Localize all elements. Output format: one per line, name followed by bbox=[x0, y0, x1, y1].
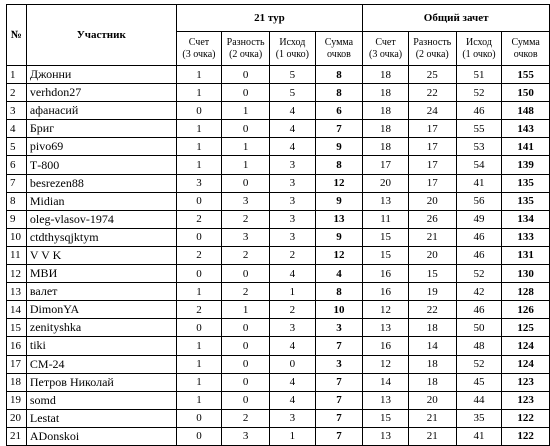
total-outcome-cell: 44 bbox=[456, 391, 502, 409]
total-diff-cell: 18 bbox=[408, 319, 456, 337]
participant-name-cell: Midian bbox=[26, 192, 176, 210]
round-score-cell: 0 bbox=[176, 427, 222, 445]
round-sum-cell: 7 bbox=[315, 373, 363, 391]
round-outcome-cell: 4 bbox=[270, 138, 316, 156]
table-row bbox=[7, 409, 550, 427]
rank-cell: 17 bbox=[7, 355, 27, 373]
round-diff-cell: 2 bbox=[222, 210, 270, 228]
total-outcome-cell: 54 bbox=[456, 156, 502, 174]
total-outcome-cell: 42 bbox=[456, 283, 502, 301]
total-score-cell: 16 bbox=[363, 337, 409, 355]
round-outcome-cell: 4 bbox=[270, 391, 316, 409]
participant-name-cell: Петров Николай bbox=[26, 373, 176, 391]
round-sum-cell: 9 bbox=[315, 228, 363, 246]
round-score-cell: 1 bbox=[176, 156, 222, 174]
round-sum-cell: 12 bbox=[315, 246, 363, 264]
round-diff-cell: 1 bbox=[222, 138, 270, 156]
round-sum-cell: 3 bbox=[315, 319, 363, 337]
total-diff-cell: 17 bbox=[408, 120, 456, 138]
total-score-cell: 18 bbox=[363, 138, 409, 156]
rank-cell: 7 bbox=[7, 174, 27, 192]
round-outcome-cell: 3 bbox=[270, 409, 316, 427]
participant-name-cell: СМ-24 bbox=[26, 355, 176, 373]
total-diff-cell: 24 bbox=[408, 102, 456, 120]
total-sum-cell: 130 bbox=[502, 265, 550, 283]
total-diff-cell: 14 bbox=[408, 337, 456, 355]
round-diff-cell: 0 bbox=[222, 355, 270, 373]
total-score-cell: 15 bbox=[363, 409, 409, 427]
header-round: 21 тур bbox=[176, 5, 363, 32]
total-outcome-cell: 52 bbox=[456, 355, 502, 373]
table-row bbox=[7, 174, 550, 192]
participant-name-cell: somd bbox=[26, 391, 176, 409]
total-diff-cell: 21 bbox=[408, 427, 456, 445]
total-outcome-cell: 49 bbox=[456, 210, 502, 228]
round-score-cell: 0 bbox=[176, 102, 222, 120]
rank-cell: 11 bbox=[7, 246, 27, 264]
round-score-cell: 0 bbox=[176, 228, 222, 246]
round-score-cell: 1 bbox=[176, 138, 222, 156]
round-sum-cell: 12 bbox=[315, 174, 363, 192]
header-participant: Участник bbox=[26, 5, 176, 66]
round-score-cell: 1 bbox=[176, 373, 222, 391]
round-outcome-cell: 3 bbox=[270, 228, 316, 246]
total-score-cell: 17 bbox=[363, 156, 409, 174]
round-sum-cell: 7 bbox=[315, 120, 363, 138]
total-sum-cell: 139 bbox=[502, 156, 550, 174]
round-score-cell: 0 bbox=[176, 265, 222, 283]
round-outcome-cell: 3 bbox=[270, 156, 316, 174]
total-score-cell: 15 bbox=[363, 246, 409, 264]
subheader-round-score bbox=[176, 32, 222, 66]
participant-name-cell: pivo69 bbox=[26, 138, 176, 156]
participant-name-cell: V V K bbox=[26, 246, 176, 264]
round-outcome-cell: 5 bbox=[270, 84, 316, 102]
table-row bbox=[7, 120, 550, 138]
rank-cell: 9 bbox=[7, 210, 27, 228]
total-outcome-cell: 55 bbox=[456, 120, 502, 138]
round-diff-cell: 0 bbox=[222, 66, 270, 84]
total-score-cell: 18 bbox=[363, 102, 409, 120]
total-sum-cell: 135 bbox=[502, 174, 550, 192]
total-sum-cell: 143 bbox=[502, 120, 550, 138]
rank-cell: 13 bbox=[7, 283, 27, 301]
subheader-overall-score bbox=[363, 32, 409, 66]
total-diff-cell: 21 bbox=[408, 228, 456, 246]
subheader-line2: (1 очко) bbox=[275, 48, 309, 60]
participant-name-cell: ctdthysqjktym bbox=[26, 228, 176, 246]
total-diff-cell: 20 bbox=[408, 391, 456, 409]
round-sum-cell: 7 bbox=[315, 337, 363, 355]
total-sum-cell: 124 bbox=[502, 337, 550, 355]
total-sum-cell: 131 bbox=[502, 246, 550, 264]
round-sum-cell: 8 bbox=[315, 84, 363, 102]
table-row bbox=[7, 192, 550, 210]
table-row bbox=[7, 265, 550, 283]
round-score-cell: 0 bbox=[176, 319, 222, 337]
subheader-line2: очков bbox=[327, 48, 351, 60]
rank-cell: 1 bbox=[7, 66, 27, 84]
total-diff-cell: 22 bbox=[408, 301, 456, 319]
participant-name-cell: Lestat bbox=[26, 409, 176, 427]
total-diff-cell: 18 bbox=[408, 373, 456, 391]
total-outcome-cell: 53 bbox=[456, 138, 502, 156]
total-outcome-cell: 48 bbox=[456, 337, 502, 355]
subheader-line1: Разность bbox=[413, 36, 452, 48]
total-score-cell: 20 bbox=[363, 174, 409, 192]
table-row bbox=[7, 337, 550, 355]
round-outcome-cell: 4 bbox=[270, 102, 316, 120]
table-row bbox=[7, 102, 550, 120]
round-diff-cell: 0 bbox=[222, 265, 270, 283]
header-number: № bbox=[7, 5, 27, 66]
round-diff-cell: 1 bbox=[222, 156, 270, 174]
subheader-line1: Исход bbox=[279, 36, 306, 48]
total-sum-cell: 155 bbox=[502, 66, 550, 84]
total-sum-cell: 135 bbox=[502, 192, 550, 210]
total-outcome-cell: 50 bbox=[456, 319, 502, 337]
round-sum-cell: 9 bbox=[315, 192, 363, 210]
round-outcome-cell: 4 bbox=[270, 265, 316, 283]
participant-name-cell: МВИ bbox=[26, 265, 176, 283]
rank-cell: 3 bbox=[7, 102, 27, 120]
table-row bbox=[7, 84, 550, 102]
total-diff-cell: 17 bbox=[408, 174, 456, 192]
round-sum-cell: 8 bbox=[315, 156, 363, 174]
total-diff-cell: 20 bbox=[408, 192, 456, 210]
round-score-cell: 1 bbox=[176, 391, 222, 409]
table-row bbox=[7, 156, 550, 174]
round-outcome-cell: 4 bbox=[270, 120, 316, 138]
total-diff-cell: 25 bbox=[408, 66, 456, 84]
rank-cell: 14 bbox=[7, 301, 27, 319]
round-diff-cell: 0 bbox=[222, 319, 270, 337]
total-score-cell: 13 bbox=[363, 192, 409, 210]
total-sum-cell: 128 bbox=[502, 283, 550, 301]
total-sum-cell: 123 bbox=[502, 391, 550, 409]
total-sum-cell: 125 bbox=[502, 319, 550, 337]
total-score-cell: 16 bbox=[363, 265, 409, 283]
round-diff-cell: 1 bbox=[222, 102, 270, 120]
round-sum-cell: 8 bbox=[315, 66, 363, 84]
subheader-overall-sum bbox=[502, 32, 550, 66]
round-diff-cell: 0 bbox=[222, 84, 270, 102]
round-score-cell: 1 bbox=[176, 355, 222, 373]
total-sum-cell: 141 bbox=[502, 138, 550, 156]
subheader-line2: (1 очко) bbox=[462, 48, 496, 60]
total-sum-cell: 150 bbox=[502, 84, 550, 102]
rank-cell: 18 bbox=[7, 373, 27, 391]
participant-name-cell: Джонни bbox=[26, 66, 176, 84]
rank-cell: 2 bbox=[7, 84, 27, 102]
rank-cell: 15 bbox=[7, 319, 27, 337]
rank-cell: 8 bbox=[7, 192, 27, 210]
round-outcome-cell: 1 bbox=[270, 427, 316, 445]
rank-cell: 21 bbox=[7, 427, 27, 445]
total-outcome-cell: 46 bbox=[456, 228, 502, 246]
total-outcome-cell: 41 bbox=[456, 174, 502, 192]
table-row bbox=[7, 319, 550, 337]
round-score-cell: 1 bbox=[176, 66, 222, 84]
subheader-line1: Сумма bbox=[324, 36, 354, 48]
round-diff-cell: 0 bbox=[222, 391, 270, 409]
total-sum-cell: 123 bbox=[502, 373, 550, 391]
header-overall: Общий зачет bbox=[363, 5, 550, 32]
round-sum-cell: 7 bbox=[315, 427, 363, 445]
round-outcome-cell: 2 bbox=[270, 246, 316, 264]
subheader-line1: Счет bbox=[375, 36, 396, 48]
rank-cell: 6 bbox=[7, 156, 27, 174]
round-outcome-cell: 5 bbox=[270, 66, 316, 84]
rank-cell: 19 bbox=[7, 391, 27, 409]
participant-name-cell: DimonYA bbox=[26, 301, 176, 319]
table-row bbox=[7, 246, 550, 264]
participant-name-cell: Т-800 bbox=[26, 156, 176, 174]
total-score-cell: 13 bbox=[363, 427, 409, 445]
round-sum-cell: 7 bbox=[315, 391, 363, 409]
subheader-line2: очков bbox=[513, 48, 538, 60]
table-row bbox=[7, 228, 550, 246]
round-diff-cell: 3 bbox=[222, 228, 270, 246]
round-score-cell: 0 bbox=[176, 409, 222, 427]
total-score-cell: 14 bbox=[363, 373, 409, 391]
round-diff-cell: 3 bbox=[222, 192, 270, 210]
participant-name-cell: tiki bbox=[26, 337, 176, 355]
round-outcome-cell: 3 bbox=[270, 174, 316, 192]
round-outcome-cell: 2 bbox=[270, 301, 316, 319]
rank-cell: 5 bbox=[7, 138, 27, 156]
round-sum-cell: 8 bbox=[315, 283, 363, 301]
round-diff-cell: 0 bbox=[222, 120, 270, 138]
round-sum-cell: 4 bbox=[315, 265, 363, 283]
round-outcome-cell: 0 bbox=[270, 355, 316, 373]
round-diff-cell: 2 bbox=[222, 246, 270, 264]
subheader-line1: Исход bbox=[465, 36, 492, 48]
total-score-cell: 12 bbox=[363, 355, 409, 373]
round-sum-cell: 10 bbox=[315, 301, 363, 319]
round-sum-cell: 7 bbox=[315, 409, 363, 427]
total-diff-cell: 17 bbox=[408, 138, 456, 156]
round-outcome-cell: 1 bbox=[270, 283, 316, 301]
subheader-round-sum bbox=[315, 32, 363, 66]
total-outcome-cell: 46 bbox=[456, 102, 502, 120]
rank-cell: 4 bbox=[7, 120, 27, 138]
round-diff-cell: 2 bbox=[222, 283, 270, 301]
participant-name-cell: oleg-vlasov-1974 bbox=[26, 210, 176, 228]
participant-name-cell: валет bbox=[26, 283, 176, 301]
round-outcome-cell: 3 bbox=[270, 210, 316, 228]
round-diff-cell: 0 bbox=[222, 373, 270, 391]
round-outcome-cell: 3 bbox=[270, 319, 316, 337]
total-sum-cell: 126 bbox=[502, 301, 550, 319]
table-row bbox=[7, 373, 550, 391]
total-sum-cell: 124 bbox=[502, 355, 550, 373]
subheader-line1: Счет bbox=[188, 36, 210, 48]
round-outcome-cell: 3 bbox=[270, 192, 316, 210]
standings-table-container bbox=[6, 4, 550, 446]
round-score-cell: 1 bbox=[176, 337, 222, 355]
table-row bbox=[7, 210, 550, 228]
round-diff-cell: 0 bbox=[222, 174, 270, 192]
round-diff-cell: 3 bbox=[222, 427, 270, 445]
table-row bbox=[7, 391, 550, 409]
total-sum-cell: 148 bbox=[502, 102, 550, 120]
round-sum-cell: 13 bbox=[315, 210, 363, 228]
participant-name-cell: Бриг bbox=[26, 120, 176, 138]
round-score-cell: 2 bbox=[176, 246, 222, 264]
subheader-overall-outcome bbox=[456, 32, 502, 66]
total-score-cell: 18 bbox=[363, 120, 409, 138]
table-row bbox=[7, 427, 550, 445]
table-row bbox=[7, 283, 550, 301]
subheader-overall-diff bbox=[408, 32, 456, 66]
total-diff-cell: 18 bbox=[408, 355, 456, 373]
total-score-cell: 13 bbox=[363, 319, 409, 337]
rank-cell: 16 bbox=[7, 337, 27, 355]
table-row bbox=[7, 138, 550, 156]
rank-cell: 10 bbox=[7, 228, 27, 246]
total-outcome-cell: 52 bbox=[456, 265, 502, 283]
total-score-cell: 12 bbox=[363, 301, 409, 319]
total-outcome-cell: 56 bbox=[456, 192, 502, 210]
table-row bbox=[7, 301, 550, 319]
participant-name-cell: besrezen88 bbox=[26, 174, 176, 192]
subheader-line2: (2 очка) bbox=[229, 48, 263, 60]
round-score-cell: 2 bbox=[176, 210, 222, 228]
round-score-cell: 1 bbox=[176, 84, 222, 102]
round-diff-cell: 0 bbox=[222, 337, 270, 355]
participant-name-cell: zenityshka bbox=[26, 319, 176, 337]
subheader-line2: (3 очка) bbox=[182, 48, 216, 60]
total-outcome-cell: 35 bbox=[456, 409, 502, 427]
table-row bbox=[7, 355, 550, 373]
total-score-cell: 16 bbox=[363, 283, 409, 301]
participant-name-cell: афанасий bbox=[26, 102, 176, 120]
total-diff-cell: 26 bbox=[408, 210, 456, 228]
subheader-line1: Разность bbox=[226, 36, 265, 48]
total-outcome-cell: 46 bbox=[456, 246, 502, 264]
round-outcome-cell: 4 bbox=[270, 337, 316, 355]
total-score-cell: 18 bbox=[363, 84, 409, 102]
total-outcome-cell: 46 bbox=[456, 301, 502, 319]
total-diff-cell: 22 bbox=[408, 84, 456, 102]
round-score-cell: 1 bbox=[176, 120, 222, 138]
subheader-round-outcome bbox=[270, 32, 316, 66]
total-score-cell: 11 bbox=[363, 210, 409, 228]
table-row bbox=[7, 66, 550, 84]
subheader-line1: Сумма bbox=[511, 36, 540, 48]
total-outcome-cell: 41 bbox=[456, 427, 502, 445]
total-sum-cell: 134 bbox=[502, 210, 550, 228]
round-score-cell: 0 bbox=[176, 192, 222, 210]
rank-cell: 20 bbox=[7, 409, 27, 427]
standings-table bbox=[6, 4, 550, 446]
total-outcome-cell: 51 bbox=[456, 66, 502, 84]
round-sum-cell: 3 bbox=[315, 355, 363, 373]
total-diff-cell: 20 bbox=[408, 246, 456, 264]
total-score-cell: 18 bbox=[363, 66, 409, 84]
rank-cell: 12 bbox=[7, 265, 27, 283]
total-diff-cell: 17 bbox=[408, 156, 456, 174]
participant-name-cell: verhdon27 bbox=[26, 84, 176, 102]
total-outcome-cell: 52 bbox=[456, 84, 502, 102]
round-score-cell: 3 bbox=[176, 174, 222, 192]
subheader-line2: (2 очка) bbox=[415, 48, 449, 60]
round-outcome-cell: 4 bbox=[270, 373, 316, 391]
total-score-cell: 15 bbox=[363, 228, 409, 246]
round-score-cell: 1 bbox=[176, 283, 222, 301]
round-sum-cell: 6 bbox=[315, 102, 363, 120]
round-diff-cell: 2 bbox=[222, 409, 270, 427]
round-sum-cell: 9 bbox=[315, 138, 363, 156]
total-outcome-cell: 45 bbox=[456, 373, 502, 391]
total-sum-cell: 122 bbox=[502, 409, 550, 427]
total-diff-cell: 21 bbox=[408, 409, 456, 427]
total-diff-cell: 19 bbox=[408, 283, 456, 301]
subheader-round-diff bbox=[222, 32, 270, 66]
total-sum-cell: 122 bbox=[502, 427, 550, 445]
subheader-line2: (3 очка) bbox=[369, 48, 403, 60]
total-score-cell: 13 bbox=[363, 391, 409, 409]
total-diff-cell: 15 bbox=[408, 265, 456, 283]
round-diff-cell: 1 bbox=[222, 301, 270, 319]
participant-name-cell: ADonskoi bbox=[26, 427, 176, 445]
total-sum-cell: 133 bbox=[502, 228, 550, 246]
round-score-cell: 2 bbox=[176, 301, 222, 319]
